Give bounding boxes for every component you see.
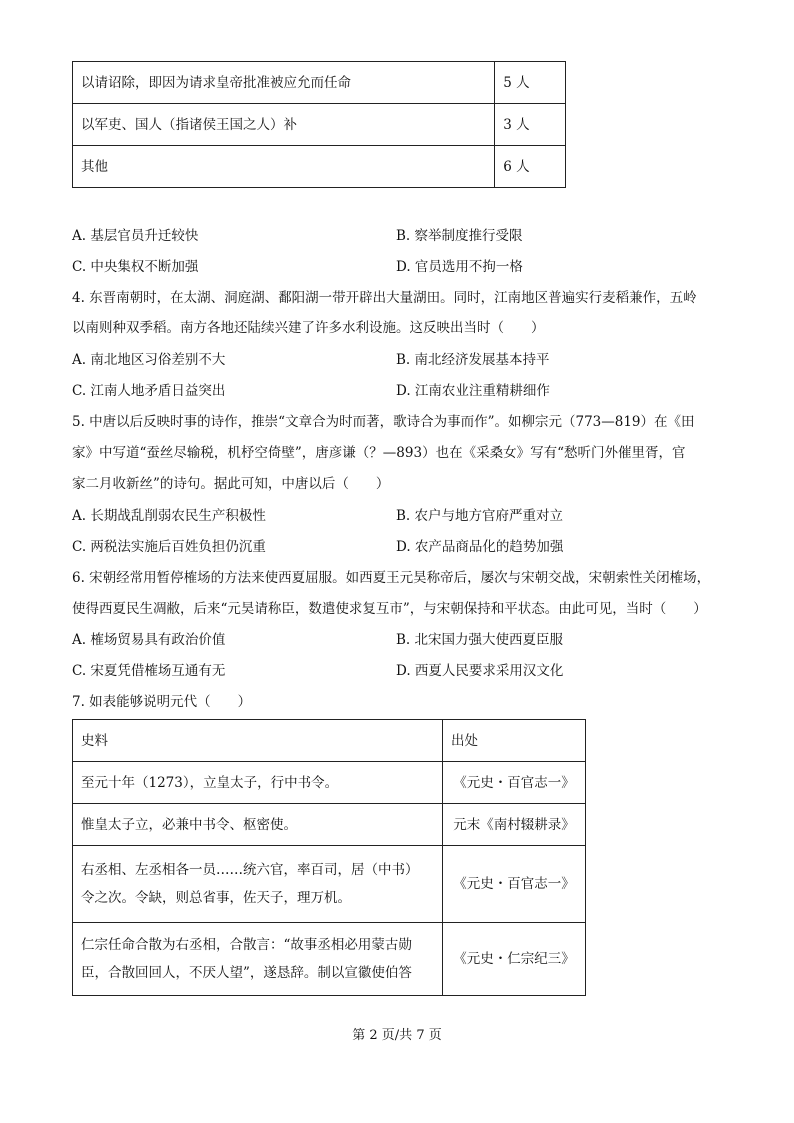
table-header-cell: 史料: [73, 720, 443, 762]
table-cell: 《元史・百官志一》: [443, 846, 586, 923]
q5-stem-line: 5. 中唐以后反映时事的诗作，推崇“文章合为时而著，歌诗合为事而作”。如柳宗元（773—819）在《田: [72, 414, 695, 430]
table-cell: 5 人: [495, 62, 566, 104]
table-cell: [73, 923, 443, 996]
q7-stem: 7. 如表能够说明元代（ ）: [72, 694, 252, 710]
table-header-row: [73, 720, 586, 762]
table-row: [73, 104, 566, 146]
q4-option-b: B. 南北经济发展基本持平: [396, 352, 550, 368]
q5-option-b: B. 农户与地方官府严重对立: [396, 508, 564, 524]
q6-option-b: B. 北宋国力强大使西夏臣服: [396, 632, 564, 648]
q4-option-c: C. 江南人地矛盾日益突出: [72, 383, 226, 399]
q4-stem-line: 4. 东晋南朝时，在太湖、洞庭湖、鄱阳湖一带开辟出大量湖田。同时，江南地区普遍实行麦稻兼作，五岭: [72, 290, 697, 306]
q5-option-a: A. 长期战乱削弱农民生产积极性: [72, 508, 266, 524]
q6-stem-line: 6. 宋朝经常用暂停榷场的方法来使西夏屈服。如西夏王元昊称帝后，屡次与宋朝交战，宋朝索性关闭榷场，: [72, 570, 711, 586]
q3-option-c: C. 中央集权不断加强: [72, 259, 199, 275]
q5-option-d: D. 农产品商品化的趋势加强: [396, 539, 564, 555]
table-row: [73, 62, 566, 104]
q3-option-a: A. 基层官员升迁较快: [72, 228, 199, 244]
q3-option-d: D. 官员选用不拘一格: [396, 259, 523, 275]
q6-option-a: A. 榷场贸易具有政治价值: [72, 632, 226, 648]
q4-stem-line: 以南则种双季稻。南方各地还陆续兴建了许多水利设施。这反映出当时（ ）: [72, 320, 545, 336]
table-cell: [73, 846, 443, 923]
cell-line: 臣，合散回回人，不厌人望”，遂恳辞。制以宣徽使伯答: [81, 965, 412, 981]
table-cell: 以军吏、国人（指诸侯王国之人）补: [73, 104, 495, 146]
cell-line: 仁宗任命合散为右丞相，合散言：“故事丞相必用蒙古勋: [81, 937, 412, 953]
official-appointment-table: [72, 61, 566, 188]
table-row: [73, 846, 586, 923]
table-row: [73, 146, 566, 188]
table-row: [73, 923, 586, 996]
q6-option-d: D. 西夏人民要求采用汉文化: [396, 663, 564, 679]
q4-option-a: A. 南北地区习俗差别不大: [72, 352, 226, 368]
yuan-history-table: [72, 719, 586, 996]
table-cell: 6 人: [495, 146, 566, 188]
table-row: [73, 804, 586, 846]
q5-stem-line: 家》中写道“蚕丝尽输税，机杼空倚壁”，唐彦谦（？—893）也在《采桑女》写有“愁听门外催里胥，官: [72, 445, 686, 461]
q6-option-c: C. 宋夏凭借榷场互通有无: [72, 663, 226, 679]
table-header-cell: 出处: [443, 720, 586, 762]
q5-stem-line: 家二月收新丝”的诗句。据此可知，中唐以后（ ）: [72, 476, 390, 492]
q5-option-c: C. 两税法实施后百姓负担仍沉重: [72, 539, 266, 555]
page-number-footer: 第 2 页/共 7 页: [352, 1028, 442, 1043]
cell-line: 令之次。令缺，则总省事，佐天子，理万机。: [81, 890, 351, 906]
cell-line: 右丞相、左丞相各一员……统六官，率百司，居（中书）: [81, 862, 419, 878]
table-cell: 《元史・仁宗纪三》: [443, 923, 586, 996]
table-cell: 以请诏除，即因为请求皇帝批准被应允而任命: [73, 62, 495, 104]
q4-option-d: D. 江南农业注重精耕细作: [396, 383, 550, 399]
table-cell: 惟皇太子立，必兼中书令、枢密使。: [73, 804, 443, 846]
table-row: [73, 762, 586, 804]
table-cell: 其他: [73, 146, 495, 188]
table-cell: 元末《南村辍耕录》: [443, 804, 586, 846]
table-cell: 3 人: [495, 104, 566, 146]
q6-stem-line: 使得西夏民生凋敝，后来“元昊请称臣，数遣使求复互市”，与宋朝保持和平状态。由此可见，当时（ ）: [72, 601, 707, 617]
q3-option-b: B. 察举制度推行受限: [396, 228, 523, 244]
table-cell: 《元史・百官志一》: [443, 762, 586, 804]
table-cell: 至元十年（1273），立皇太子，行中书令。: [73, 762, 443, 804]
